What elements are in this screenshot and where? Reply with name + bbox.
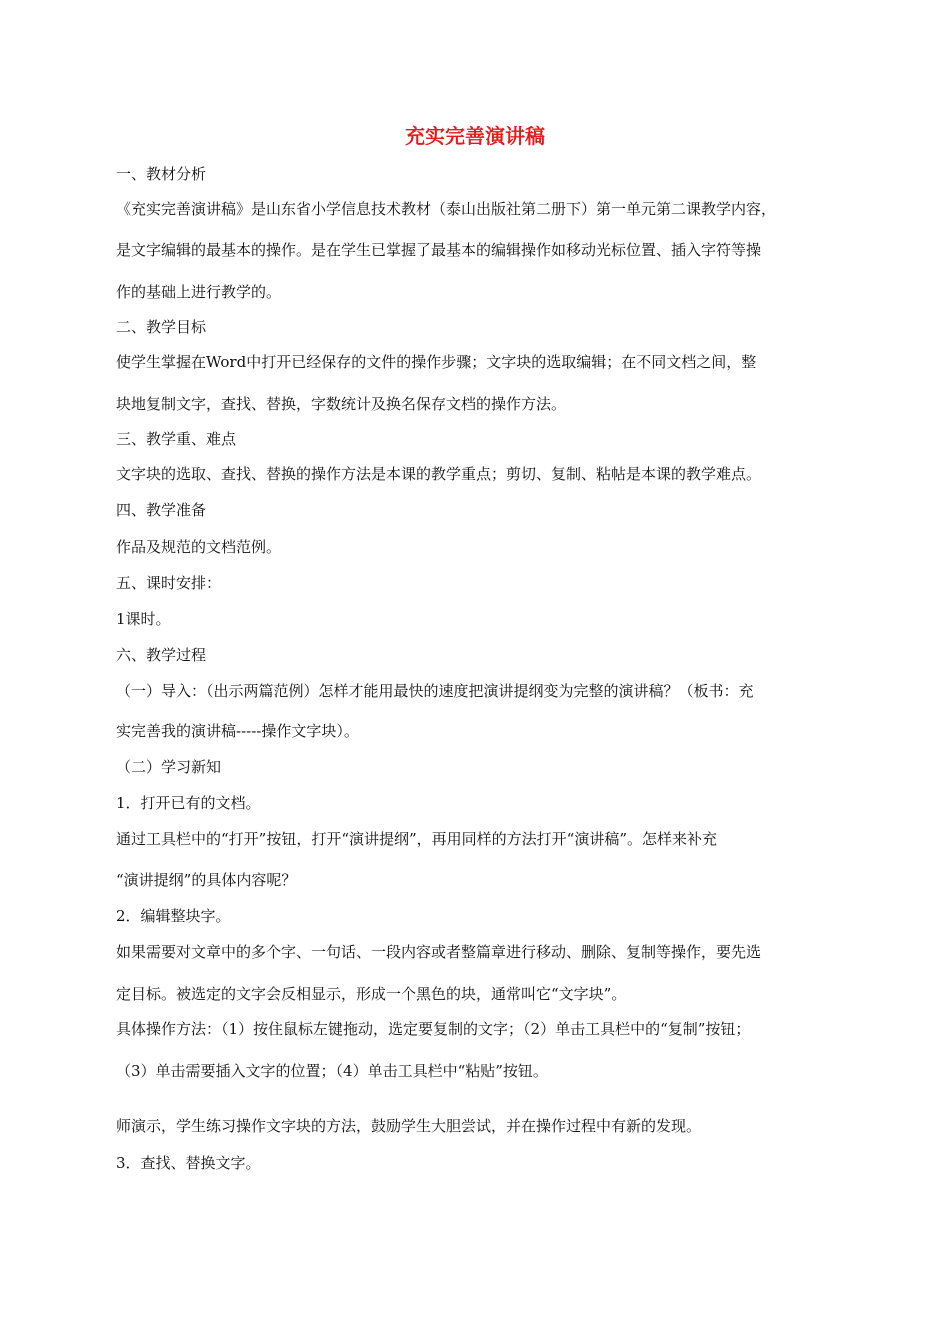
heading-preparation: 四、教学准备	[116, 501, 207, 519]
paragraph-line: （一）导入：（出示两篇范例）怎样才能用最快的速度把演讲提纲变为完整的演讲稿？（板书：充	[116, 682, 754, 700]
paragraph-line: 作品及规范的文档范例。	[116, 538, 282, 556]
paragraph-line: 《充实完善演讲稿》是山东省小学信息技术教材（泰山出版社第二册下）第一单元第二课教学内容，	[116, 200, 777, 218]
paragraph-line: 文字块的选取、查找、替换的操作方法是本课的教学重点；剪切、复制、粘帖是本课的教学难点。	[116, 465, 762, 483]
paragraph-line: 通过工具栏中的“打开”按钮，打开“演讲提纲”，再用同样的方法打开“演讲稿”。怎样来补充	[116, 830, 718, 848]
list-item-heading: 2．编辑整块字。	[116, 907, 231, 925]
paragraph-line: 块地复制文字，查找、替换，字数统计及换名保存文档的操作方法。	[116, 395, 567, 413]
list-item-heading: 3．查找、替换文字。	[116, 1154, 261, 1172]
paragraph-line: （3）单击需要插入文字的位置；（4）单击工具栏中“粘贴”按钮。	[116, 1062, 548, 1080]
subheading-new-knowledge: （二）学习新知	[116, 758, 222, 776]
heading-teaching-goals: 二、教学目标	[116, 318, 207, 336]
list-item-heading: 1．打开已有的文档。	[116, 794, 261, 812]
paragraph-line: “演讲提纲”的具体内容呢？	[116, 871, 297, 889]
paragraph-line: 定目标。被选定的文字会反相显示，形成一个黑色的块，通常叫它“文字块”。	[116, 985, 627, 1003]
paragraph-line: 是文字编辑的最基本的操作。是在学生已掌握了最基本的编辑操作如移动光标位置、插入字符等操	[116, 241, 762, 259]
paragraph-line: 实完善我的演讲稿-----操作文字块）。	[116, 722, 359, 740]
paragraph-line: 1课时。	[116, 610, 171, 628]
paragraph-line: 师演示，学生练习操作文字块的方法，鼓励学生大胆尝试，并在操作过程中有新的发现。	[116, 1117, 702, 1135]
heading-teaching-process: 六、教学过程	[116, 646, 207, 664]
heading-key-points: 三、教学重、难点	[116, 430, 237, 448]
heading-textbook-analysis: 一、教材分析	[116, 165, 207, 183]
paragraph-line: 如果需要对文章中的多个字、一句话、一段内容或者整篇章进行移动、删除、复制等操作，要先选	[116, 943, 762, 961]
heading-schedule: 五、课时安排：	[116, 574, 222, 592]
paragraph-line: 作的基础上进行教学的。	[116, 283, 282, 301]
paragraph-line: 具体操作方法：（1）按住鼠标左键拖动，选定要复制的文字；（2）单击工具栏中的“复制”按钮；	[116, 1020, 751, 1038]
paragraph-line: 使学生掌握在Word中打开已经保存的文件的操作步骤；文字块的选取编辑；在不同文档之间，整	[116, 353, 757, 371]
document-title: 充实完善演讲稿	[405, 124, 545, 148]
